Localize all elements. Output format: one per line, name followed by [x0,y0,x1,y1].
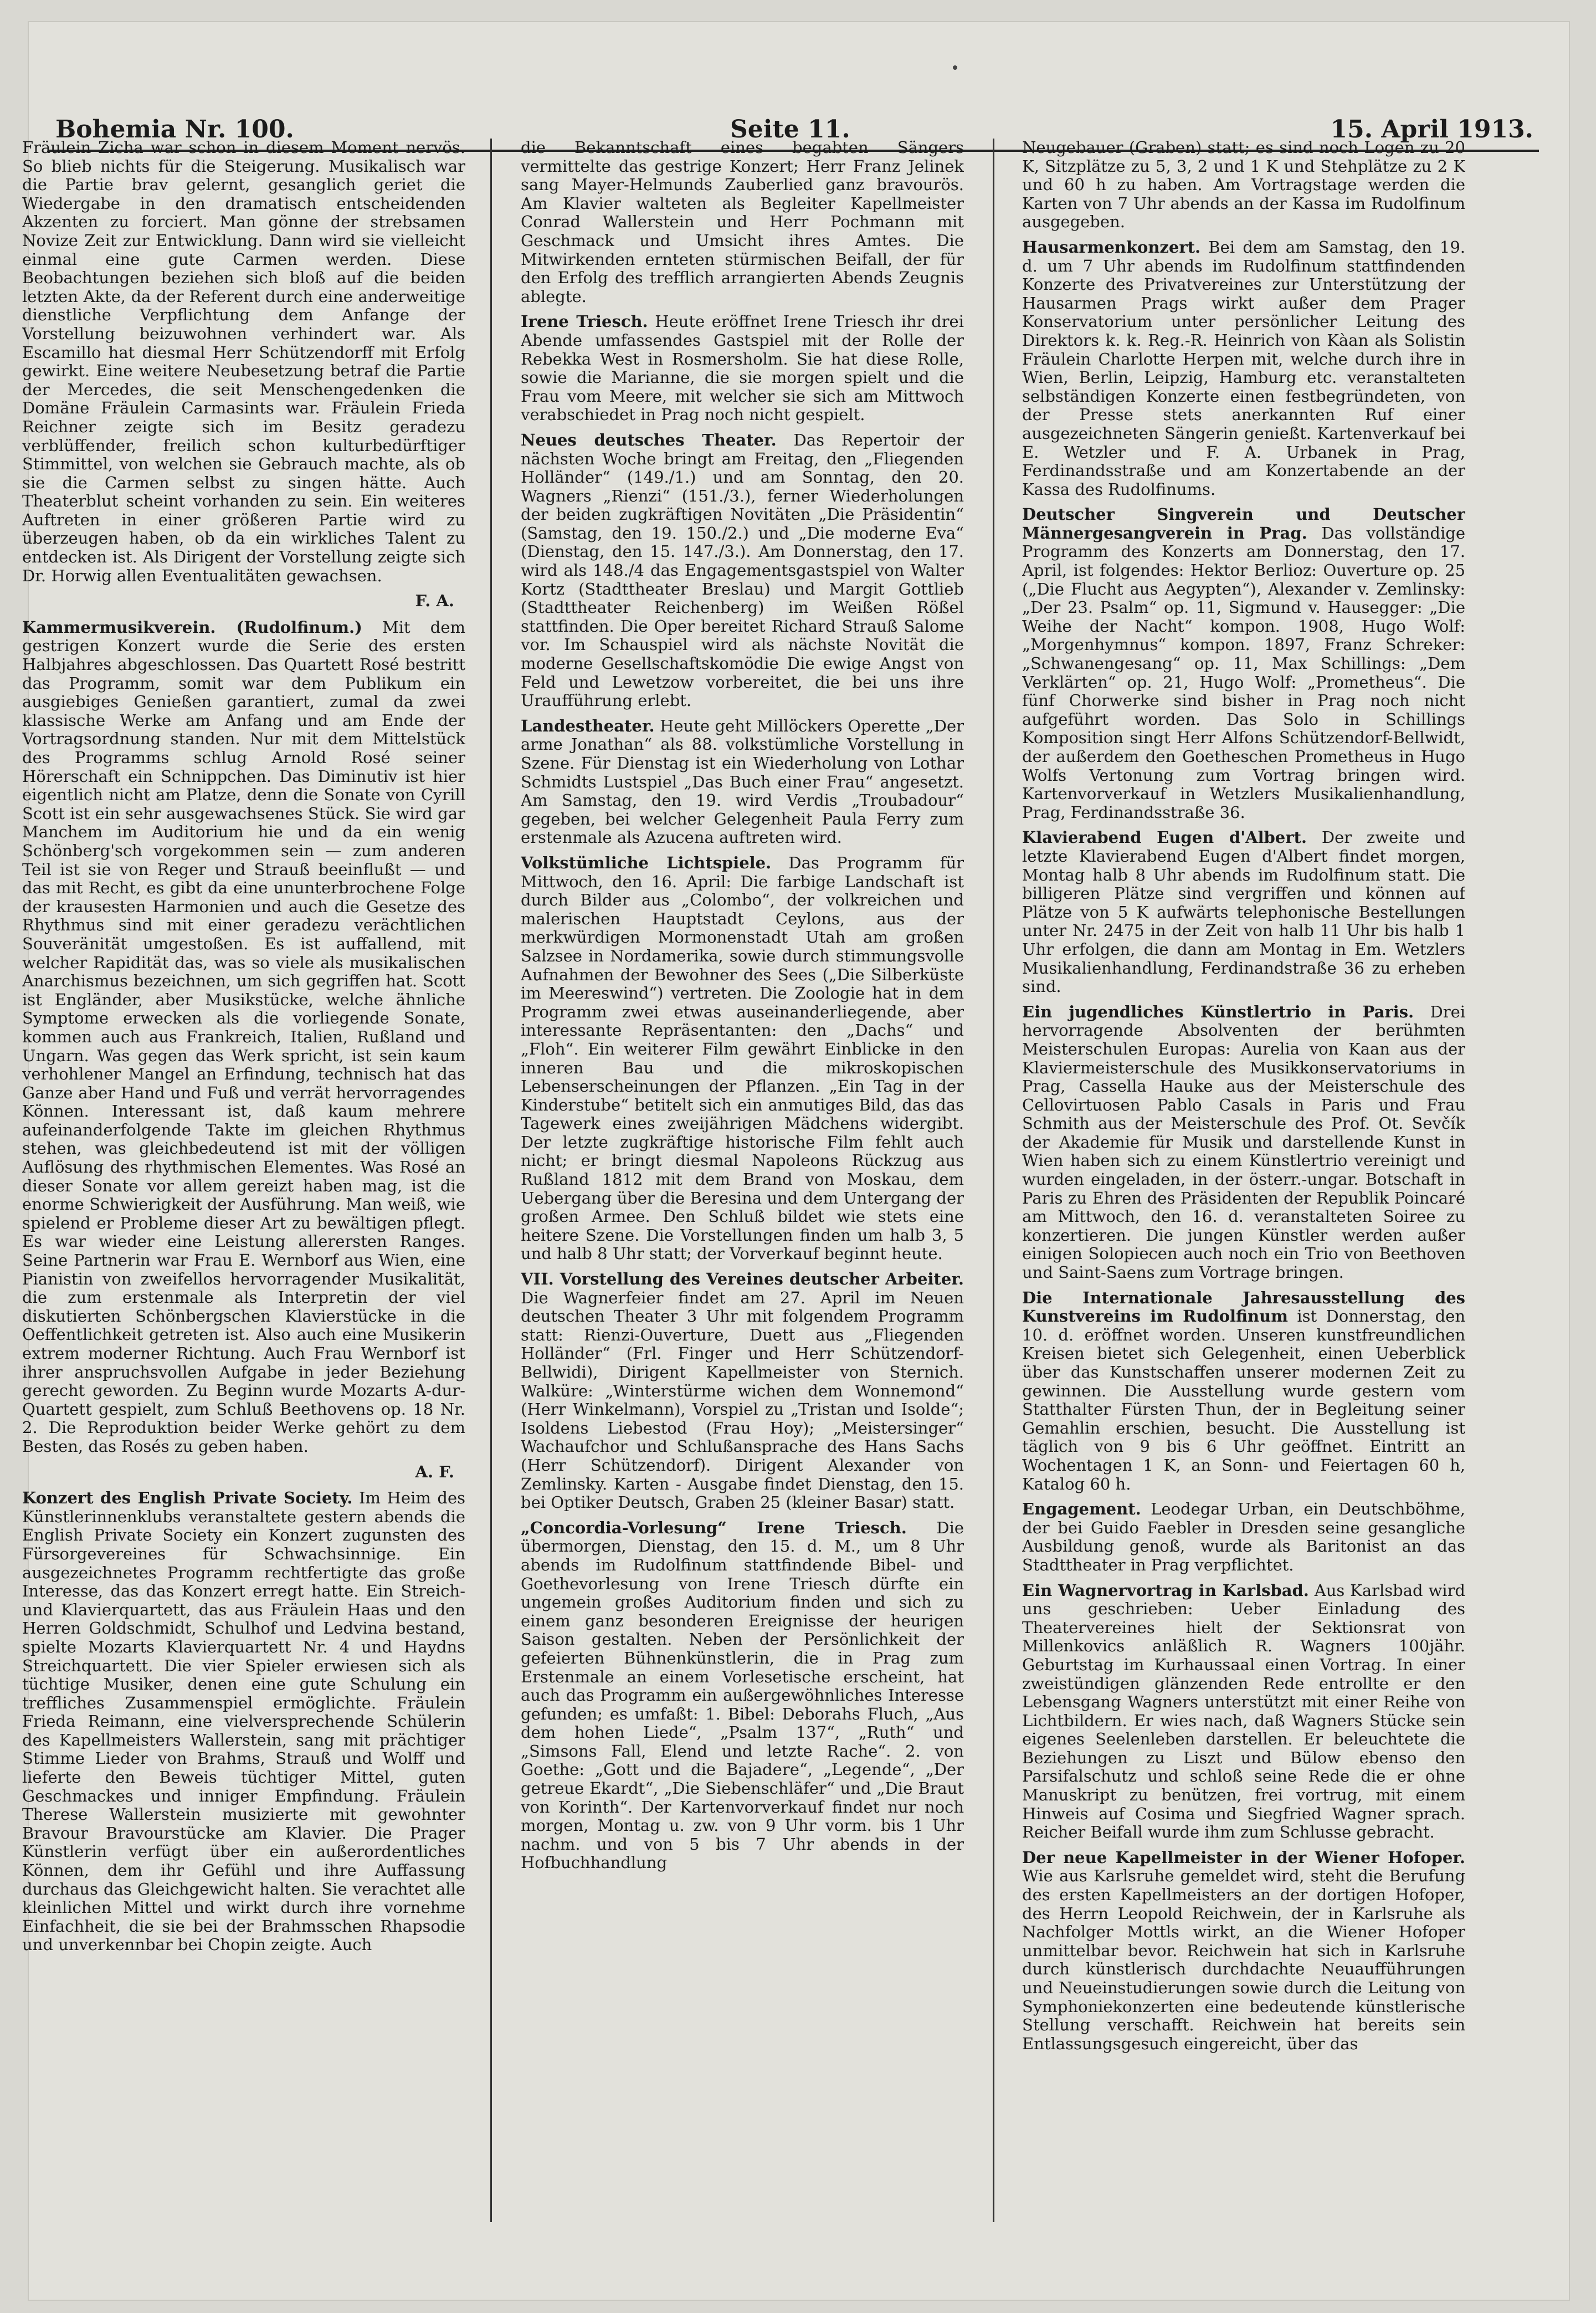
article-paragraph [1022,828,1465,996]
article-text: Im Heim des Künstlerinnenklubs veranstaltete gestern abends die English Private Society ein Konzert zugunsten des Fürsorgevereines für Schwachsinnige. Ein ausgezeichnetes Programm rechtfertigte das große Interesse, das das Konzert erregt hatte. Ein Streich- und Klavierquartett, das aus Fräulein Haas und den Herren Goldschmidt, Schulhof und Ledvina bestand, spielte Mozarts Klavierquartett Nr. 4 und Haydns Streichquartett. Die vier Spieler erwiesen sich als tüchtige Musiker, denen eine gute Schulung ein treffliches Zusammenspiel ermöglichte. Fräulein Frieda Reimann, eine vielversprechende Schülerin des Kapellmeisters Wallerstein, sang mit prächtiger Stimme Lieder von Brahms, Strauß und Wolff und lieferte den Beweis tüchtiger Mittel, guten Geschmackes und inniger Empfindung. Fräulein Therese Wallerstein musizierte mit gewohnter Bravour Bravourstücke am Klavier. Die Prager Künstlerin verfügt über ein außerordentliches Können, dem ihr Gefühl und ihre Auffassung durchaus das Gleichgewicht halten. Sie verachtet alle kleinlichen Mittel und wirkt durch ihre vornehme Einfachheit, die sie bei der Brahmsschen Rhapsodie und unverkennbar bei Chopin zeigte. Auch [22,1488,465,1954]
article-paragraph [1022,238,1465,499]
column-1 [22,139,465,2222]
article-paragraph [521,717,964,847]
ink-spot [953,65,957,70]
article-heading: Deutscher Singverein und Deutscher Männergesangverein in Prag. [1022,505,1465,543]
article-paragraph [521,1519,964,1872]
article-heading: Ein Wagnervortrag in Karlsbad. [1022,1580,1309,1600]
article-text: die Bekanntschaft eines begabten Sängers vermittelte das gestrige Konzert; Herr Franz Jelinek sang Mayer-Helmunds Zauberlied ganz bravourös. Am Klavier walteten als Begleiter Kapellmeister Conrad Wallerstein und Herr Pochmann mit Geschmack und Umsicht ihres Amtes. Die Mitwirkenden ernteten stürmischen Beifall, der für den Erfolg des trefflich arrangierten Abends Zeugnis ablegte. [521,139,964,306]
article-heading: Neues deutsches Theater. [521,430,777,449]
article-heading: VII. Vorstellung des Vereines deutscher Arbeiter. [521,1270,964,1289]
column-3 [1022,139,1465,2222]
article-paragraph [1022,505,1465,822]
article-paragraph [1022,1500,1465,1574]
article-text: Das vollständige Programm des Konzerts am Donnerstag, den 17. April, ist folgendes: Hektor Berlioz: Ouverture op. 25 („Die Flucht aus Aegypten“), Alexander v. Zemlinsky: „Der 23. Psalm“ op. 11, Sigmund v. Hausegger: „Die Weihe der Nacht“ kompon. 1908, Hugo Wolf: „Morgenhymnus“ kompon. 1897, Franz Schreker: „Schwanengesang“ op. 11, Max Schillings: „Dem Verklärten“ op. 21, Hugo Wolf: „Prometheus“. Die fünf Chorwerke sind bisher in Prag noch nicht aufgeführt worden. Das Solo in Schillings Komposition singt Herr Alfons Schützendorf-Bellwidt, der außerdem den Goetheschen Prometheus in Hugo Wolfs Vertonung zum Vortrag bringen wird. Kartenvorverkauf in Wetzlers Musikalienhandlung, Prag, Ferdinandsstraße 36. [1022,523,1465,822]
article-paragraph [521,854,964,1263]
article-heading: Der neue Kapellmeister in der Wiener Hofoper. [1022,1848,1465,1867]
article-signature: F. A. [415,591,454,611]
article-text: Bei dem am Samstag, den 19. d. um 7 Uhr abends im Rudolfinum stattfindenden Konzerte des Privatvereines zur Unterstützung der Hausarmen Prags wirkt außer dem Prager Konservatorium unter persönlicher Leitung des Direktors k. k. Reg.-R. Heinrich von Kàan als Solistin Fräulein Charlotte Herpen mit, welche durch ihre in Wien, Berlin, Leipzig, Hamburg etc. veranstalteten selbständigen Konzerte einen festbegründeten, von der Presse stets anerkannten Ruf einer ausgezeichneten Sängerin genießt. Kartenverkauf bei E. Wetzler und F. A. Urbanek in Prag, Ferdinandsstraße und am Konzertabende an der Kassa des Rudolfinums. [1022,237,1465,499]
article-text: Heute eröffnet Irene Triesch ihr drei Abende umfassendes Gastspiel mit der Rolle der Rebekka West in Rosmersholm. Sie hat diese Rolle, sowie die Marianne, die sie morgen spielt und die Frau vom Meere, mit welcher sie sich am Mittwoch verabschiedet in Prag noch nicht gespielt. [521,312,964,424]
article-paragraph [22,618,465,1456]
article-text: Fräulein Zicha war schon in diesem Moment nervös. So blieb nichts für die Steigerung. Musikalisch war die Partie brav gelernt, gesanglich geriet die Wiedergabe in den dramatisch entscheidenden Akzenten zu forciert. Man gönne der strebsamen Novize Zeit zur Entwicklung. Dann wird sie vielleicht einmal eine gute Carmen werden. Diese Beobachtungen beziehen sich bloß auf die beiden letzten Akte, da der Referent durch eine anderweitige dienstliche Verpflichtung dem Anfange der Vorstellung beizuwohnen verhindert war. Als Escamillo hat diesmal Herr Schützendorff mit Erfolg gewirkt. Eine weitere Neubesetzung betraf die Partie der Mercedes, die seit Menschengedenken die Domäne Fräulein Carmasints war. Fräulein Frieda Reichner zeigte sich im Besitz geradezu verblüffender, freilich schon kulturbedürftiger Stimmittel, von welchen sie Gebrauch machte, als ob sie die Carmen selbst zu singen hätte. Auch Theaterblut scheint vorhanden zu sein. Ein weiteres Auftreten in einer größeren Partie wird zu überzeugen haben, ob da ein wirkliches Talent zu entdecken ist. Als Dirigent der Vorstellung zeigte sich Dr. Horwig allen Eventualitäten gewachsen. [22,139,465,585]
article-text: Aus Karlsbad wird uns geschrieben: Ueber Einladung des Theatervereines hielt der Sektionsrat von Millenkovics anläßlich R. Wagners 100jähr. Geburtstag im Kurhaussaal einen Vortrag. In einer zweistündigen glänzenden Rede entrollte er den Lebensgang Wagners unterstützt mit einer Reihe von Lichtbildern. Er wies nach, daß Wagners Stücke sein eigenes Seelenleben darstellen. Er beleuchtete die Beziehungen zu Liszt und Bülow ebenso den Parsifalschutz und schloß seine Rede die er ohne Manuskript zu benützen, frei vortrug, mit einem Hinweis auf Cosima und Siegfried Wagner sprach. Reicher Beifall wurde ihm zum Schlusse gebracht. [1022,1580,1465,1842]
article-heading: Klavierabend Eugen d'Albert. [1022,828,1307,847]
article-paragraph [521,139,964,306]
column-rule-2 [993,139,994,2222]
column-2 [521,139,964,2222]
article-text: Der zweite und letzte Klavierabend Eugen d'Albert findet morgen, Montag halb 8 Uhr abends im Rudolfinum statt. Die billigeren Plätze sind vergriffen und können auf Plätze von 5 K aufwärts telephonische Bestellungen unter Nr. 2475 in der Zeit von halb 11 Uhr bis halb 1 Uhr erfolgen, die dann am Montag in Em. Wetzlers Musikalienhandlung, Ferdinandstraße 36 zu erheben sind. [1022,828,1465,996]
article-text: Leodegar Urban, ein Deutschböhme, der bei Guido Faebler in Dresden seine gesangliche Ausbildung genoß, wurde als Baritonist an das Stadttheater in Prag verpflichtet. [1022,1500,1465,1574]
article-heading: „Concordia-Vorlesung“ Irene Triesch. [521,1518,907,1537]
article-paragraph [521,1270,964,1512]
article-text: Das Repertoir der nächsten Woche bringt am Freitag, den „Fliegenden Holländer“ (149./1.) und am Sonntag, den 20. Wagners „Rienzi“ (151./3.), ferner Wiederholungen der beiden zugkräftigen Novitäten „Die Präsidentin“ (Samstag, den 19. 150./2.) und „Die moderne Eva“ (Dienstag, den 15. 147./3.). Am Donnerstag, den 17. wird als 148./4 das Engagementsgastspiel von Walter Kortz (Stadttheater Breslau) und Margit Gottlieb (Stadttheater Reichenberg) im Weißen Rößel stattfinden. Die Oper bereitet Richard Strauß Salome vor. Im Schauspiel wird als nächste Novität die moderne Gesellschaftskomödie Die ewige Angst von Feld und Lewetzow vorbereitet, die bei uns ihre Uraufführung erlebt. [521,430,964,710]
article-paragraph [1022,1582,1465,1842]
header-page-number: Seite 11. [730,115,850,144]
article-signature: A. F. [415,1462,454,1481]
header-date: 15. April 1913. [1330,115,1533,144]
article-paragraph [521,431,964,710]
article-text: Mit dem gestrigen Konzert wurde die Serie des ersten Halbjahres abgeschlossen. Das Quartett Rosé bestritt das Programm, somit war dem Publikum ein ausgiebiges Genießen garantiert, zumal da zwei klassische Werke am Anfang und am Ende der Vortragsordnung standen. Nur mit dem Mittelstück des Programms schlug Arnold Rosé seiner Hörerschaft ein Schnippchen. Das Diminutiv ist hier eigentlich nicht am Platze, denn die Sonate von Cyrill Scott ist ein sehr ausgewachsenes Stück. Sie wird gar Manchem im Auditorium hie und da ein wenig Schönberg'sch vorgekommen sein — zum anderen Teil ist sie von Reger und Strauß beeinflußt — und das mit Recht, es gibt da eine ununterbrochene Folge der krausesten Harmonien und auch die Gesetze des Rhythmus sind mit einer geradezu verächtlichen Souveränität umgestoßen. Es ist auffallend, mit welcher Rapidität das, was so viele als musikalischen Anarchismus bezeichnen, um sich gegriffen hat. Scott ist Engländer, aber Musikstücke, welche ähnliche Symptome erwecken als die vorliegende Sonate, kommen auch aus Frankreich, Italien, Rußland und Ungarn. Was gegen das Werk spricht, ist sein kaum verhohlener Mangel an Erfindung, technisch hat das Ganze aber Hand und Fuß und verrät hervorragendes Können. Interessant ist, daß kaum mehrere aufeinanderfolgende Takte im gleichen Rhythmus stehen, was gleichbedeutend ist mit der völligen Auflösung des rhythmischen Elementes. Was Rosé an dieser Sonate vor allem gereizt haben mag, ist die enorme Schwierigkeit der Ausführung. Man weiß, wie spielend er Probleme dieser Art zu bewältigen pflegt. Es war wieder eine Leistung allerersten Ranges. Seine Partnerin war Frau E. Wernborf aus Wien, eine Pianistin von zweifellos hervorragender Musikalität, die zum erstenmale als Interpretin der viel diskutierten Schönbergschen Klavierstücke in die Oeffentlichkeit getreten ist. Also auch eine Musikerin extrem moderner Richtung. Auch Frau Wernborf ist ihrer anspruchsvollen Aufgabe in jeder Beziehung gerecht geworden. Zu Beginn wurde Mozarts A-dur-Quartett gespielt, zum Schluß Beethovens op. 18 Nr. 2. Die Reproduktion beider Werke gehört zu dem Besten, das Rosés zu geben haben. [22,617,465,1456]
article-paragraph [22,139,465,585]
article-heading: Engagement. [1022,1500,1141,1519]
article-heading: Ein jugendliches Künstlertrio in Paris. [1022,1002,1414,1021]
article-paragraph [1022,1289,1465,1494]
article-text: Neugebauer (Graben) statt; es sind noch Logen zu 20 K, Sitzplätze zu 5, 3, 2 und 1 K und Stehplätze zu 2 K und 60 h zu haben. Am Vortragstage werden die Karten von 7 Uhr abends an der Kassa im Rudolfinum ausgegeben. [1022,139,1465,232]
article-paragraph [1022,1003,1465,1282]
article-paragraph [1022,1849,1465,2054]
article-heading: Landestheater. [521,716,655,735]
article-text: Das Programm für Mittwoch, den 16. April: Die farbige Landschaft ist durch Bilder aus „Colombo“, der volkreichen und malerischen Hauptstadt Ceylons, aus der merkwürdigen Mormonenstadt Utah am großen Salzsee in Nordamerika, sowie durch stimmungsvolle Aufnahmen der Bewohner des Sees („Die Silberküste im Meereswind“) vertreten. Die Zoologie hat in dem Programm zwei etwas auseinanderliegende, aber interessante Repräsentanten: den „Dachs“ und „Floh“. Ein weiterer Film gewährt Einblicke in den inneren Bau und die mikroskopischen Lebenserscheinungen der Pflanzen. „Ein Tag in der Kinderstube“ betitelt sich ein anmutiges Bild, das das Tagewerk eines zweijährigen Mädchens widergibt. Der letzte zugkräftige historische Film fehlt auch nicht; er bringt diesmal Napoleons Rückzug aus Rußland 1812 mit dem Brand von Moskau, dem Uebergang über die Beresina und dem Untergang der großen Armee. Den Schluß bildet wie stets eine heitere Szene. Die Vorstellungen finden um halb 3, 5 und halb 8 Uhr statt; der Vorverkauf beginnt heute. [521,853,964,1263]
article-text: Wie aus Karlsruhe gemeldet wird, steht die Berufung des ersten Kapellmeisters an der dortigen Hofoper, des Herrn Leopold Reichwein, der in Karlsruhe als Nachfolger Mottls wirkt, an die Wiener Hofoper unmittelbar bevor. Reichwein hat sich in Karlsruhe durch künstlerisch durchdachte Neuaufführungen und Neueinstudierungen sowie durch die Leitung von Symphoniekonzerten eine bedeutende künstlerische Stellung verschafft. Reichwein hat bereits sein Entlassungsgesuch eingereicht, über das [1022,1866,1465,2053]
article-text: Die übermorgen, Dienstag, den 15. d. M., um 8 Uhr abends im Rudolfinum stattfindende Bibel- und Goethevorlesung von Irene Triesch dürfte ein ungemein großes Auditorium finden und sich zu einem ganz besonderen Ereignisse der heurigen Saison gestalten. Neben der Persönlichkeit der gefeierten Bühnenkünstlerin, die in Prag zum Erstenmale an einem Vorlesetische erscheint, hat auch das Programm ein außergewöhnliches Interesse gefunden; es umfaßt: 1. Bibel: Deborahs Fluch, „Aus dem hohen Liede“, „Psalm 137“, „Ruth“ und „Simsons Fall, Elend und letzte Rache“. 2. von Goethe: „Gott und die Bajadere“, „Legende“, „Der getreue Ekardt“, „Die Siebenschläfer“ und „Die Braut von Korinth“. Der Kartenvorverkauf findet nur noch morgen, Montag u. zw. von 9 Uhr vorm. bis 1 Uhr nachm. und von 5 bis 7 Uhr abends in der Hofbuchhandlung [521,1518,964,1872]
article-heading: Hausarmenkonzert. [1022,237,1201,257]
article-paragraph [521,313,964,424]
article-heading: Volkstümliche Lichtspiele. [521,853,772,872]
article-heading: Konzert des English Private Society. [22,1488,353,1508]
article-text: Heute geht Millöckers Operette „Der arme Jonathan“ als 88. volkstümliche Vorstellung in Szene. Für Dienstag ist ein Wiederholung von Lothar Schmidts Lustspiel „Das Buch einer Frau“ angesetzt. Am Samstag, den 19. wird Verdis „Troubadour“ gegeben, bei welcher Gelegenheit Paula Ferry zum erstenmale als Azucena auftreten wird. [521,716,964,847]
article-text: Drei hervorragende Absolventen der berühmten Meisterschulen Europas: Aurelia von Kaan aus der Klaviermeisterschule des Musikkonservatoriums in Prag, Cassella Hauke aus der Meisterschule des Cellovirtuosen Pablo Casals in Paris und Frau Schmith aus der Meisterschule des Prof. Ot. Sevčík der Akademie für Musik und darstellende Kunst in Wien haben sich zu einem Künstlertrio vereinigt und wurden eingeladen, in der österr.-ungar. Botschaft in Paris zu Ehren des Präsidenten der Republik Poincaré am Mittwoch, den 16. d. veranstalteten Soiree zu konzertieren. Die jungen Künstler werden außer einigen Solopiecen auch noch ein Trio von Beethoven und Saint-Saens zum Vortrage bringen. [1022,1002,1465,1282]
article-heading: Irene Triesch. [521,312,648,331]
column-rule-1 [490,139,492,2222]
article-heading: Die Internationale Jahresausstellung des Kunstvereins im Rudolfinum [1022,1288,1465,1326]
article-text: ist Donnerstag, den 10. d. eröffnet worden. Unseren kunstfreundlichen Kreisen bietet sich Gelegenheit, einen Ueberblick über das Kunstschaffen unserer modernen Zeit zu gewinnen. Die Ausstellung wurde gestern vom Statthalter Fürsten Thun, der in Begleitung seiner Gemahlin erschien, besucht. Die Ausstellung ist täglich von 9 bis 6 Uhr geöffnet. Eintritt an Wochentagen 1 K, an Sonn- und Feiertagen 60 h, Katalog 60 h. [1022,1307,1465,1493]
article-paragraph [22,1489,465,1954]
article-paragraph [1022,139,1465,232]
article-text: Die Wagnerfeier findet am 27. April im Neuen deutschen Theater 3 Uhr mit folgendem Programm statt: Rienzi-Ouverture, Duett aus „Fliegenden Holländer“ (Frl. Finger und Herr Schützendorf-Bellwidi), Dirigent Kapellmeister von Sternich. Walküre: „Winterstürme wichen dem Wonnemond“ (Herr Winkelmann), Vorspiel zu „Tristan und Isolde“; Isoldens Liebestod (Frau Hoy); „Meistersinger“ Wachaufchor und Schlußansprache des Hans Sachs (Herr Schützendorf). Dirigent Alexander von Zemlinsky. Karten - Ausgabe findet Dienstag, den 15. bei Optiker Deutsch, Graben 25 (kleiner Basar) statt. [521,1288,964,1512]
header-publication: Bohemia Nr. 100. [55,115,294,144]
article-heading: Kammermusikverein. (Rudolfinum.) [22,617,362,637]
